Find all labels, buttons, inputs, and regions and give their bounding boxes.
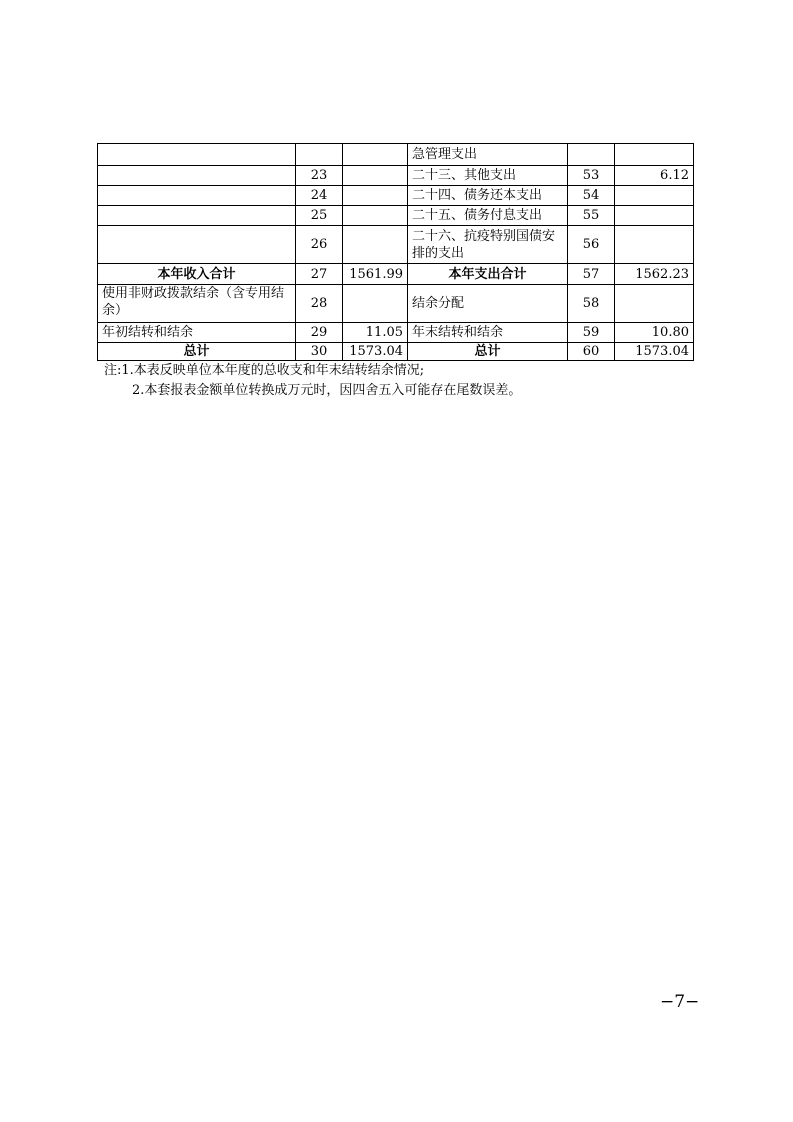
page-number: −7− <box>660 992 700 1012</box>
expense-amount: 1573.04 <box>615 343 694 361</box>
expense-line-number: 54 <box>568 186 615 206</box>
table-row <box>98 264 694 285</box>
income-amount <box>343 206 408 226</box>
expense-amount <box>615 144 694 166</box>
expense-line-number: 57 <box>568 264 615 285</box>
income-line-number: 27 <box>296 264 343 285</box>
expense-item: 急管理支出 <box>408 144 568 166</box>
income-total-label: 本年收入合计 <box>98 264 296 285</box>
income-item <box>98 206 296 226</box>
expense-amount: 6.12 <box>615 166 694 186</box>
table-row <box>98 323 694 343</box>
expense-item: 结余分配 <box>408 285 568 323</box>
expense-amount <box>615 206 694 226</box>
grand-total-label: 总计 <box>98 343 296 361</box>
expense-line-number: 60 <box>568 343 615 361</box>
expense-item: 二十五、债务付息支出 <box>408 206 568 226</box>
expense-amount <box>615 285 694 323</box>
income-line-number: 25 <box>296 206 343 226</box>
income-line-number: 24 <box>296 186 343 206</box>
final-accounts-table <box>97 143 694 361</box>
table-row <box>98 186 694 206</box>
table-row <box>98 226 694 264</box>
expense-item: 二十四、债务还本支出 <box>408 186 568 206</box>
table-notes <box>104 361 521 401</box>
income-item <box>98 166 296 186</box>
table-row <box>98 285 694 323</box>
income-line-number: 28 <box>296 285 343 323</box>
income-item <box>98 186 296 206</box>
expense-line-number: 58 <box>568 285 615 323</box>
income-amount <box>343 166 408 186</box>
table-row <box>98 166 694 186</box>
expense-amount: 1562.23 <box>615 264 694 285</box>
expense-line-number: 55 <box>568 206 615 226</box>
income-amount <box>343 226 408 264</box>
income-amount <box>343 285 408 323</box>
income-line-number: 29 <box>296 323 343 343</box>
table-row <box>98 144 694 166</box>
note-line-2: 2.本套报表金额单位转换成万元时，因四舍五入可能存在尾数误差。 <box>132 383 522 398</box>
expense-amount <box>615 186 694 206</box>
expense-amount: 10.80 <box>615 323 694 343</box>
expense-line-number: 56 <box>568 226 615 264</box>
income-item <box>98 144 296 166</box>
income-line-number: 30 <box>296 343 343 361</box>
table-row <box>98 206 694 226</box>
note-line-1: 注:1.本表反映单位本年度的总收支和年末结转结余情况; <box>104 363 425 378</box>
expense-item: 二十六、抗疫特别国债安排的支出 <box>408 226 568 264</box>
income-item: 使用非财政拨款结余（含专用结余） <box>98 285 296 323</box>
expense-item: 二十三、其他支出 <box>408 166 568 186</box>
income-line-number: 23 <box>296 166 343 186</box>
income-line-number: 26 <box>296 226 343 264</box>
income-line-number <box>296 144 343 166</box>
income-amount <box>343 144 408 166</box>
income-amount <box>343 186 408 206</box>
grand-total-label: 总计 <box>408 343 568 361</box>
expense-total-label: 本年支出合计 <box>408 264 568 285</box>
income-amount: 1561.99 <box>343 264 408 285</box>
income-item: 年初结转和结余 <box>98 323 296 343</box>
income-item <box>98 226 296 264</box>
expense-line-number: 53 <box>568 166 615 186</box>
expense-item: 年末结转和结余 <box>408 323 568 343</box>
expense-line-number <box>568 144 615 166</box>
income-amount: 1573.04 <box>343 343 408 361</box>
expense-amount <box>615 226 694 264</box>
table-row <box>98 343 694 361</box>
expense-line-number: 59 <box>568 323 615 343</box>
income-amount: 11.05 <box>343 323 408 343</box>
